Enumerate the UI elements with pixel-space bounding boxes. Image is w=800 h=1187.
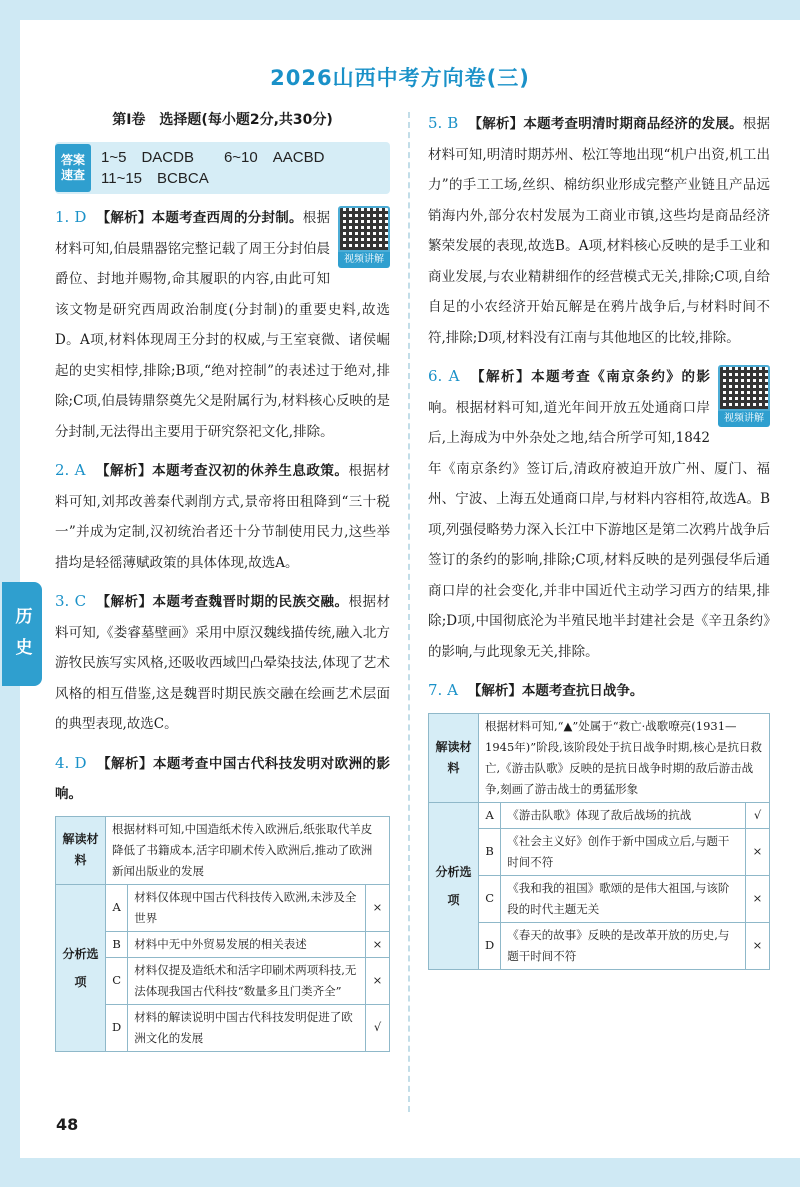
answer-row-1: 1~5 DACDB 6~10 AACBD xyxy=(101,149,325,166)
question-6 xyxy=(428,361,770,667)
option-analysis: 《我和我的祖国》歌颂的是伟大祖国,与该阶段的时代主题无关 xyxy=(501,875,746,922)
question-head: 【解析】本题考查抗日战争。 xyxy=(467,683,644,699)
qr-label: 视频讲解 xyxy=(338,252,390,268)
table-row xyxy=(56,884,390,931)
option-mark: × xyxy=(366,884,390,931)
question-text: 根据材料可知,刘邦改善秦代剥削方式,景帝将田租降到“三十税一”并成为定制,汉初统治者还十分节制使用民力,这些举措均是轻徭薄赋政策的具体体现,故选A。 xyxy=(55,463,391,571)
read-label: 解读材料 xyxy=(429,713,479,802)
question-1 xyxy=(55,202,390,447)
question-7 xyxy=(428,675,770,970)
question-2 xyxy=(55,455,390,578)
analysis-label: 分析选项 xyxy=(56,884,106,1051)
question-3 xyxy=(55,586,390,740)
question-number: 5. B xyxy=(428,114,459,132)
question-number: 3. C xyxy=(55,592,87,610)
qr-code-icon xyxy=(718,365,770,411)
left-column xyxy=(55,108,390,1052)
question-head: 【解析】本题考查《南京条约》的影 xyxy=(469,369,710,385)
read-text: 根据材料可知,“▲”处属于“救亡·战歌嘹亮(1931—1945年)”阶段,该阶段处于抗日战争时期,核心是抗日救亡,《游击队歌》反映的是抗日战争时期的敌后游击战争,刻画了游击战士的勇猛形象 xyxy=(479,713,770,802)
question-text: 根据材料可知,《娄睿墓壁画》采用中原汉魏线描传统,融入北方游牧民族写实风格,还吸收西域凹凸晕染技法,体现了艺术风格的相互借鉴,这是魏晋时期民族交融在绘画艺术层面的典型表现,故选C。 xyxy=(55,594,391,732)
question-text: 根据材料可知,明清时期苏州、松江等地出现“机户出资,机工出力”的手工工场,丝织、棉纺织业形成完整产业链且产品远销海内外,部分农村发展为工商业市镇,这些均是商品经济繁荣发展的表现,故选B。A项,材料核心反映的是手工业和商业发展,与农业精耕细作的经营模式无关,排除;C项,自给自足的小农经济开始瓦解是在鸦片战争后,与材料时间不符,排除;D项,材料没有江南与其他地区的比较,排除。 xyxy=(428,116,771,346)
option-analysis: 《游击队歌》体现了敌后战场的抗战 xyxy=(501,802,746,828)
question-head: 【解析】本题考查魏晋时期的民族交融。 xyxy=(96,594,349,610)
option-analysis: 材料仅体现中国古代科技传入欧洲,未涉及全世界 xyxy=(128,884,366,931)
answer-tag-line2: 速查 xyxy=(60,168,85,182)
question-number: 7. A xyxy=(428,681,458,699)
answer-lines xyxy=(101,147,324,189)
right-column xyxy=(428,108,770,970)
table-row xyxy=(56,957,390,1004)
column-divider xyxy=(408,112,410,1112)
option-letter: A xyxy=(106,884,128,931)
answer-tag xyxy=(55,144,91,192)
option-letter: D xyxy=(106,1004,128,1051)
analysis-label: 分析选项 xyxy=(429,802,479,969)
option-mark: × xyxy=(746,875,770,922)
question-head: 【解析】本题考查中国古代科技发明对欧洲的影响。 xyxy=(55,755,391,802)
option-mark: × xyxy=(366,957,390,1004)
qr-label: 视频讲解 xyxy=(718,411,770,427)
question-number: 1. D xyxy=(55,208,87,226)
qr-code-video[interactable] xyxy=(338,206,390,270)
option-letter: B xyxy=(106,931,128,957)
question-text: 响。根据材料可知,道光年间开放五处通商口岸后,上海成为中外杂处之地,结合所学可知,1842年《南京条约》签订后,清政府被迫开放广州、厦门、福州、宁波、上海五处通商口岸,与材料内容相符,故选A。B项,列强侵略势力深入长江中下游地区是第二次鸦片战争后签订的条约的影响,排除;C项,材料反映的是列强侵华后通商口岸的社会变化,并非中国近代主动学习西方的结果,排除;D项,中国彻底沦为半殖民地半封建社会是《辛丑条约》的影响,与此现象无关,排除。 xyxy=(428,399,770,660)
table-row xyxy=(429,875,770,922)
question-text: 根据材料可知,伯晨鼎器铭完整记载了周王分封伯晨爵位、封地并赐物,命其履职的内容,由此可知该文物是研究西周政治制度(分封制)的重要史料,故选D。A项,材料体现周王分封的权威,与王室衰微、诸侯崛起的史实相悖,排除;B项,“绝对控制”的表述过于绝对,排除;C项,伯晨铸鼎祭奠先父是附属行为,材料核心反映的是分封制,无法得出主要用于研究祭祀文化,排除。 xyxy=(55,210,390,440)
table-row xyxy=(429,828,770,875)
table-row xyxy=(429,802,770,828)
option-letter: C xyxy=(106,957,128,1004)
option-analysis: 《社会主义好》创作于新中国成立后,与题干时间不符 xyxy=(501,828,746,875)
option-analysis: 《春天的故事》反映的是改革开放的历史,与题干时间不符 xyxy=(501,922,746,969)
answer-tag-line1: 答案 xyxy=(60,153,85,167)
question-number: 4. D xyxy=(55,753,87,772)
subject-tab: 历史 xyxy=(2,582,42,686)
option-letter: A xyxy=(479,802,501,828)
answer-row-2: 11~15 BCBCA xyxy=(101,170,209,187)
option-mark: √ xyxy=(366,1004,390,1051)
option-letter: D xyxy=(479,922,501,969)
option-mark: × xyxy=(746,828,770,875)
option-analysis: 材料的解读说明中国古代科技发明促进了欧洲文化的发展 xyxy=(128,1004,366,1051)
option-mark: × xyxy=(366,931,390,957)
qr-code-video[interactable] xyxy=(718,365,770,429)
question-5 xyxy=(428,108,770,353)
table-row xyxy=(56,1004,390,1051)
question-number: 2. A xyxy=(55,461,86,479)
analysis-table-q4 xyxy=(55,816,390,1052)
read-text: 根据材料可知,中国造纸术传入欧洲后,纸张取代羊皮降低了书籍成本,活字印刷术传入欧洲后,推动了欧洲新闻出版业的发展 xyxy=(106,816,390,884)
option-letter: C xyxy=(479,875,501,922)
bottom-decor-band xyxy=(0,1158,800,1187)
question-head: 【解析】本题考查明清时期商品经济的发展。 xyxy=(468,116,743,132)
page-title: 2026山西中考方向卷(三) xyxy=(270,66,530,90)
table-row xyxy=(429,713,770,802)
answer-quick-check xyxy=(55,142,390,194)
qr-code-icon xyxy=(338,206,390,252)
question-head: 【解析】本题考查汉初的休养生息政策。 xyxy=(95,463,349,479)
page-number: 48 xyxy=(56,1115,79,1134)
table-row xyxy=(56,931,390,957)
question-head: 【解析】本题考查西周的分封制。 xyxy=(96,210,303,226)
option-analysis: 材料中无中外贸易发展的相关表述 xyxy=(128,931,366,957)
section-heading: 第Ⅰ卷 选择题(每小题2分,共30分) xyxy=(112,112,333,128)
option-letter: B xyxy=(479,828,501,875)
question-4 xyxy=(55,748,390,1052)
question-number: 6. A xyxy=(428,367,460,385)
read-label: 解读材料 xyxy=(56,816,106,884)
analysis-table-q7 xyxy=(428,713,770,970)
table-row xyxy=(56,816,390,884)
top-decor-band xyxy=(0,0,800,20)
option-mark: × xyxy=(746,922,770,969)
option-analysis: 材料仅提及造纸术和活字印刷术两项科技,无法体现我国古代科技“数量多且门类齐全” xyxy=(128,957,366,1004)
option-mark: √ xyxy=(746,802,770,828)
table-row xyxy=(429,922,770,969)
